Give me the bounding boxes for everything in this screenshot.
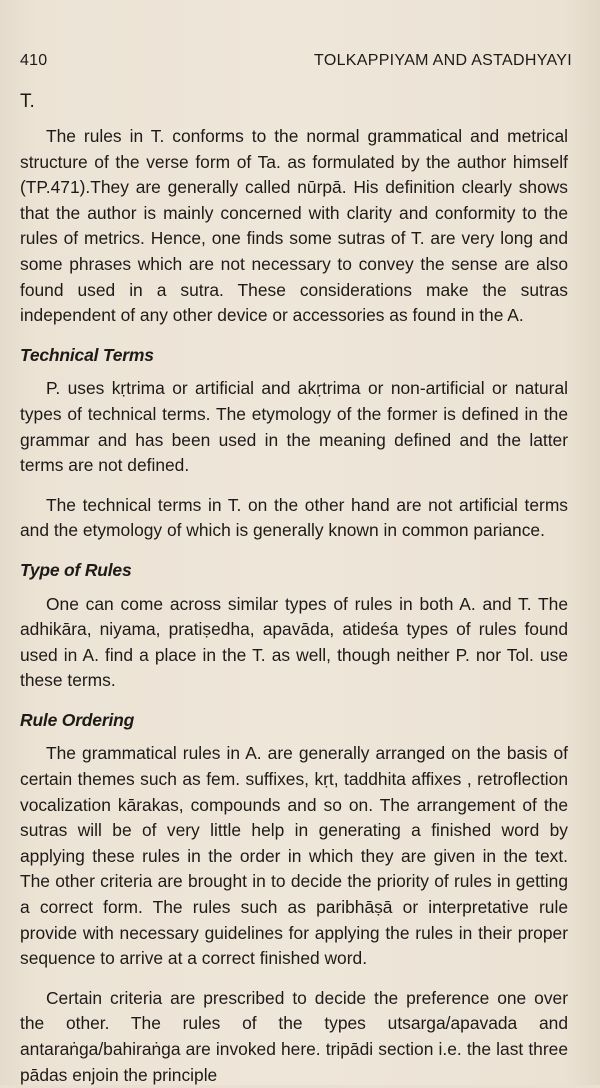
page-header (20, 52, 572, 76)
running-head: TOLKAPPIYAM AND ASTADHYAYI (314, 52, 572, 69)
paragraph-criteria: Certain criteria are prescribed to decide the preference one over the other. The rules of the types utsarga/apavada and antaraṅga/bahiraṅga are invoked here. tripādi section i.e. the last three pādas enjoin the principle (20, 987, 568, 1085)
paragraph-technical-terms-t: The technical terms in T. on the other hand are not artificial terms and the etymology of which is generally known in common pariance. (20, 494, 568, 541)
paragraph-type-of-rules: One can come across similar types of rules in both A. and T. The adhikāra, niyama, pratiṣedha, apavāda, atideśa types of rules found used in A. find a place in the T. as well, though neither P. nor Tol. use these terms. (20, 593, 568, 691)
section-label: T. (20, 91, 35, 112)
heading-type-of-rules: Type of Rules (20, 559, 132, 580)
paragraph-technical-terms-p: P. uses kṛtrima or artificial and akṛtrima or non-artificial or natural types of technical terms. The etymology of the former is defined in the grammar and has been used in the meaning defined and the latter terms are not defined. (20, 378, 568, 476)
heading-technical-terms: Technical Terms (20, 344, 154, 365)
paragraph-rules-in-t: The rules in T. conforms to the normal grammatical and metrical structure of the verse form of Ta. as formulated by the author himself (TP.471).They are generally called nūrpā. His definition clearly shows that the author is mainly concerned with clarity and conformity to the rules of metrics. Hence, one finds some sutras of T. are very long and some phrases which are not necessary to convey the sense are also found used in a sutra. These considerations make the sutras independent of any other device or accessories as found in the A. (20, 126, 568, 326)
paragraph-rule-ordering: The grammatical rules in A. are generally arranged on the basis of certain themes such as fem. suffixes, kṛt, taddhita affixes , retroflection vocalization kārakas, compounds and so on. The arrangement of the sutras will be of very little help in generating a finished word by applying these rules in the order in which they are given in the text. The other criteria are brought in to decide the priority of rules in getting a correct form. The rules such as paribhāṣā or interpretative rule provide with necessary guidelines for applying the rules in their proper sequence to arrive at a correct finished word. (20, 743, 568, 969)
heading-rule-ordering: Rule Ordering (20, 709, 135, 730)
page-number: 410 (20, 52, 48, 69)
body-text (20, 124, 568, 1088)
